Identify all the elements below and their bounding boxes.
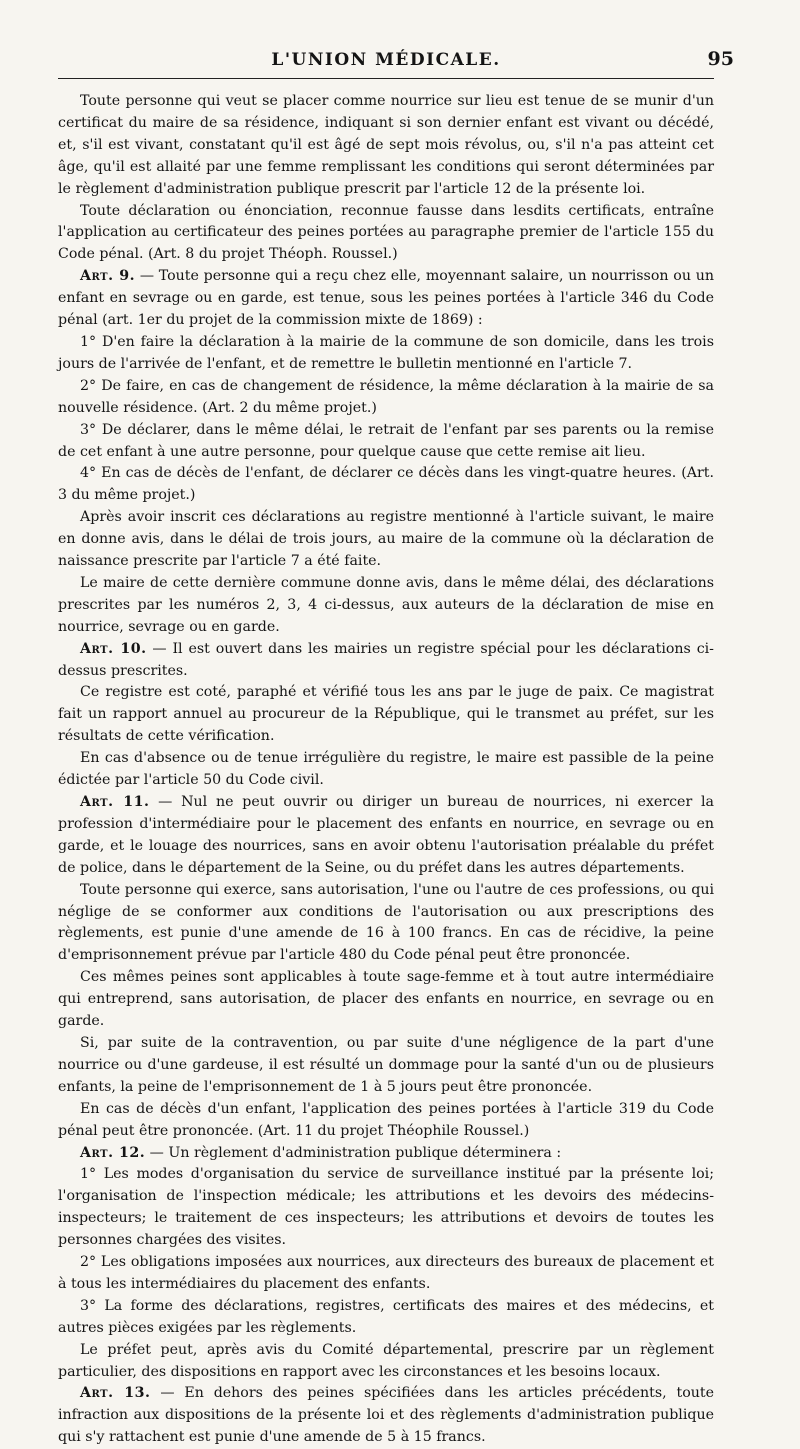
body-paragraph	[58, 1099, 714, 1143]
body-paragraph	[58, 91, 714, 201]
body-paragraph	[58, 1296, 714, 1340]
paragraph-text: En cas de décès d'un enfant, l'application des peines portées à l'article 319 du Code pénal peut être prononcée. (Art. 11 du projet Théophile Roussel.)	[58, 1100, 714, 1139]
paragraph-text: En cas d'absence ou de tenue irrégulière du registre, le maire est passible de la peine édictée par l'article 50 du Code civil.	[58, 750, 714, 789]
paragraph-text: — Un règlement d'administration publique déterminera :	[149, 1144, 562, 1161]
body-paragraph	[58, 1252, 714, 1296]
paragraph-text: 3° De déclarer, dans le même délai, le retrait de l'enfant par ses parents ou la remise de cet enfant à une autre personne, pour quelque cause que cette remise ait lieu.	[58, 421, 714, 460]
paragraph-text: Toute déclaration ou énonciation, reconnue fausse dans lesdits certificats, entraîne l'application au certificateur des peines portées au paragraphe premier de l'article 155 du Code pénal. (Art. 8 du projet Théoph. Roussel.)	[58, 202, 714, 263]
body-paragraph	[58, 880, 714, 968]
article-label: Art. 11.	[80, 794, 150, 810]
paragraph-text: Ce registre est coté, paraphé et vérifié tous les ans par le juge de paix. Ce magistrat fait un rapport annuel au procureur de la République, qui le transmet au préfet, sur les résultats de cette vérification.	[58, 684, 714, 745]
paragraph-text: — Toute personne qui a reçu chez elle, moyennant salaire, un nourrisson ou un enfant en sevrage ou en garde, est tenue, sous les peines portées à l'article 346 du Code pénal (art. 1er du projet de la commission mixte de 1869) :	[58, 268, 714, 329]
body-paragraph	[58, 201, 714, 267]
paragraph-text: Le maire de cette dernière commune donne avis, dans le même délai, des déclarations prescrites par les numéros 2, 3, 4 ci-dessus, aux auteurs de la déclaration de mise en nourrice, sevrage ou en garde.	[58, 574, 714, 635]
body-paragraph	[58, 420, 714, 464]
paragraph-text: 3° La forme des déclarations, registres, certificats des maires et des médecins, et autres pièces exigées par les règlements.	[58, 1297, 714, 1336]
paragraph-text: Ces mêmes peines sont applicables à toute sage-femme et à tout autre intermédiaire qui entreprend, sans autorisation, de placer des enfants en nourrice, en sevrage ou en garde.	[58, 969, 714, 1030]
paragraph-text: 2° Les obligations imposées aux nourrices, aux directeurs des bureaux de placement et à tous les intermédiaires du placement des enfants.	[58, 1254, 714, 1292]
article-paragraph	[58, 1383, 714, 1449]
article-paragraph	[58, 792, 714, 880]
article-paragraph	[58, 266, 714, 332]
article-label: Art. 10.	[80, 640, 147, 657]
body-paragraph	[58, 1033, 714, 1099]
paragraph-text: Toute personne qui veut se placer comme nourrice sur lieu est tenue de se munir d'un certificat du maire de sa résidence, indiquant si son dernier enfant est vivant ou décédé, et, s'il est vivant, constatant qu'il est âgé de sept mois révolus, ou, s'il n'a pas atteint cet âge, qu'il est allaité par une femme remplissant les conditions qui seront déterminées par le règlement d'administration publique prescrit par l'article 12 de la présente loi.	[58, 93, 714, 197]
body-paragraph	[58, 1164, 714, 1252]
paragraph-text: Après avoir inscrit ces déclarations au registre mentionné à l'article suivant, le maire en donne avis, dans le délai de trois jours, au maire de la commune où la déclaration de naissance prescrite par l'article 7 a été faite.	[58, 509, 714, 570]
paragraph-text: Toute personne qui exerce, sans autorisation, l'une ou l'autre de ces professions, ou qui néglige de se conformer aux conditions de l'autorisation ou aux prescriptions des règlements, est punie d'une amende de 16 à 100 francs. En cas de récidive, la peine d'emprisonnement prévue par l'article 480 du Code pénal peut être prononcée.	[58, 881, 714, 964]
paragraph-text: 1° D'en faire la déclaration à la mairie de la commune de son domicile, dans les trois jours de l'arrivée de l'enfant, et de remettre le bulletin mentionné en l'article 7.	[58, 333, 714, 372]
paragraph-text: — En dehors des peines spécifiées dans les articles précédents, toute infraction aux dispositions de la présente loi et des règlements d'administration publique qui s'y rattachent est punie d'une amende de 5 à 15 francs.	[58, 1385, 714, 1446]
body-paragraph	[58, 463, 714, 507]
article-label: Art. 9.	[80, 268, 136, 285]
article-label: Art. 13.	[80, 1385, 151, 1402]
paragraph-text: 1° Les modes d'organisation du service de surveillance institué par la présente loi; l'organisation de l'inspection médicale; les attributions et les devoirs des médecins-inspecteurs; le traitement de ces inspecteurs; les attributions et devoirs de toutes les personnes chargées des visites.	[58, 1166, 714, 1249]
page-number: 95	[707, 48, 734, 70]
paragraph-text: — Nul ne peut ouvrir ou diriger un bureau de nourrices, ni exercer la profession d'intermédiaire pour le placement des enfants en nourrice, en sevrage ou en garde, et le louage des nourrices, sans en avoir obtenu l'autorisation préalable du préfet de police, dans le département de la Seine, ou du préfet dans les autres départements.	[58, 794, 714, 876]
body-paragraph	[58, 1340, 714, 1384]
paragraph-text: Le préfet peut, après avis du Comité départemental, prescrire par un règlement particulier, des dispositions en rapport avec les circonstances et les besoins locaux.	[58, 1341, 714, 1380]
body-text	[58, 91, 714, 1449]
body-paragraph	[58, 332, 714, 376]
page-header	[58, 44, 734, 79]
body-paragraph	[58, 967, 714, 1033]
paragraph-text: 2° De faire, en cas de changement de résidence, la même déclaration à la mairie de sa nouvelle résidence. (Art. 2 du même projet.)	[58, 377, 714, 416]
body-paragraph	[58, 507, 714, 573]
body-paragraph	[58, 376, 714, 420]
paragraph-text: Si, par suite de la contravention, ou par suite d'une négligence de la part d'une nourrice ou d'une gardeuse, il est résulté un dommage pour la santé d'un ou de plusieurs enfants, la peine de l'emprisonnement de 1 à 5 jours peut être prononcée.	[58, 1034, 714, 1095]
paragraph-text: 4° En cas de décès de l'enfant, de déclarer ce décès dans les vingt-quatre heures. (Art. 3 du même projet.)	[58, 465, 714, 504]
body-paragraph	[58, 748, 714, 792]
running-title: L'UNION MÉDICALE.	[271, 50, 501, 70]
article-paragraph	[58, 639, 714, 683]
article-paragraph	[58, 1143, 714, 1165]
body-paragraph	[58, 682, 714, 748]
body-paragraph	[58, 573, 714, 639]
article-label: Art. 12.	[80, 1144, 146, 1161]
paragraph-text: — Il est ouvert dans les mairies un registre spécial pour les déclarations ci-dessus prescrites.	[58, 640, 714, 679]
